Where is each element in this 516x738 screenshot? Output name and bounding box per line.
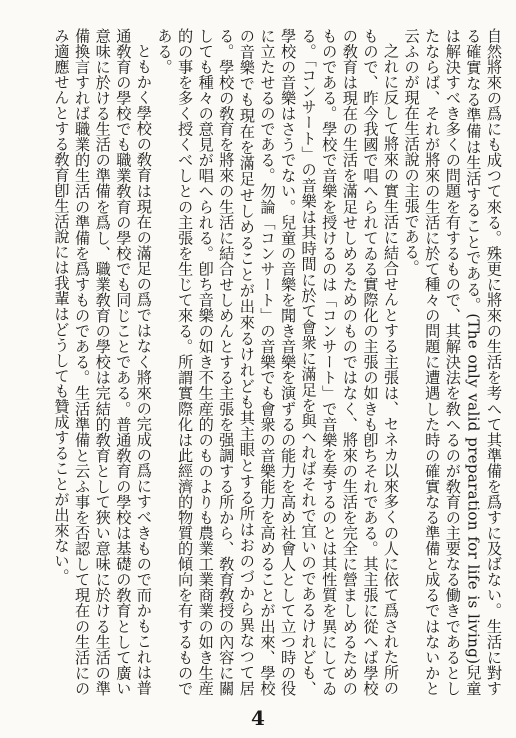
page-number: 4 <box>251 706 265 730</box>
vertical-text-body <box>10 28 504 696</box>
paragraph-1: 自然將來の爲にも成つて來る。殊更に將來の生活を考へて其準備を爲すに及ばない。生活に對する確實なる準備は生活することである。(The only valid preparation for life is living)兒童は解決すべき多くの問題を有するもので、其解決法を敎へるのが敎育の主要なる働きであるとしたならば、それが將來の生活に於て種々の問題に遭遇した時の確實なる準備と成るではないかと云ふのが現在生活說の主張である。 <box>402 28 503 696</box>
paragraph-2: 之れに反して將來の實生活に結合せんとする主張は、セネカ以來多くの人に依て爲された所のもので、昨今我國で唱へられてゐる實際化の主張の如きも卽ちそれである。其主張に從へば學校の敎育は現在の生活を滿足せしめるためのものではなく、將來の生活を完全に營ましめるためのものである。學校で音樂を授けるのは「コンサート」で音樂を奏するのとは其性質を異にしてゐる。「コンサート」の音樂は其時間に於て會衆に滿足を與へればそれで宜いのであるけれども、學校の音樂はさうでない。兒童の音樂を聞き音樂を演ずるの能力を高め社會人として立つ時の役に立たせるのである。勿論「コンサート」の音樂でも會衆の音樂能力を高めることが出來、學校の音樂でも現在を滿足せしめることが出來るけれども其主眼とする所はおのづから異なつて居る。學校の敎育を將來の生活に結合せしめんとする主張を强調する所から、敎育敎授の內容に關しても種々の意見が唱へられる。卽ち音樂の如き不生産的のものよりも農業工業商業の如き生産的の事を多く授くべしとの主張を生じて來る。所謂實際化は此經濟的物質的傾向を有するものである。 <box>155 28 401 696</box>
paragraph-3: ともかく學校の敎育は現在の滿足の爲ではなく將來の完成の爲にすべきもので而かもこれは普通敎育の學校でも職業敎育の學校でも同じことである。普通敎育の學校は基礎の敎育として廣い意味に於ける生活の準備を爲し、職業敎育の學校は完結的敎育として狹い意味に於ける生活の準備換言すれば職業的生活の準備を爲すものである。生活準備と云ふ事を否認して現在の生活にのみ適應せんとする敎育卽生活說には我輩はどうしても贊成することが出來ない。 <box>52 28 153 696</box>
